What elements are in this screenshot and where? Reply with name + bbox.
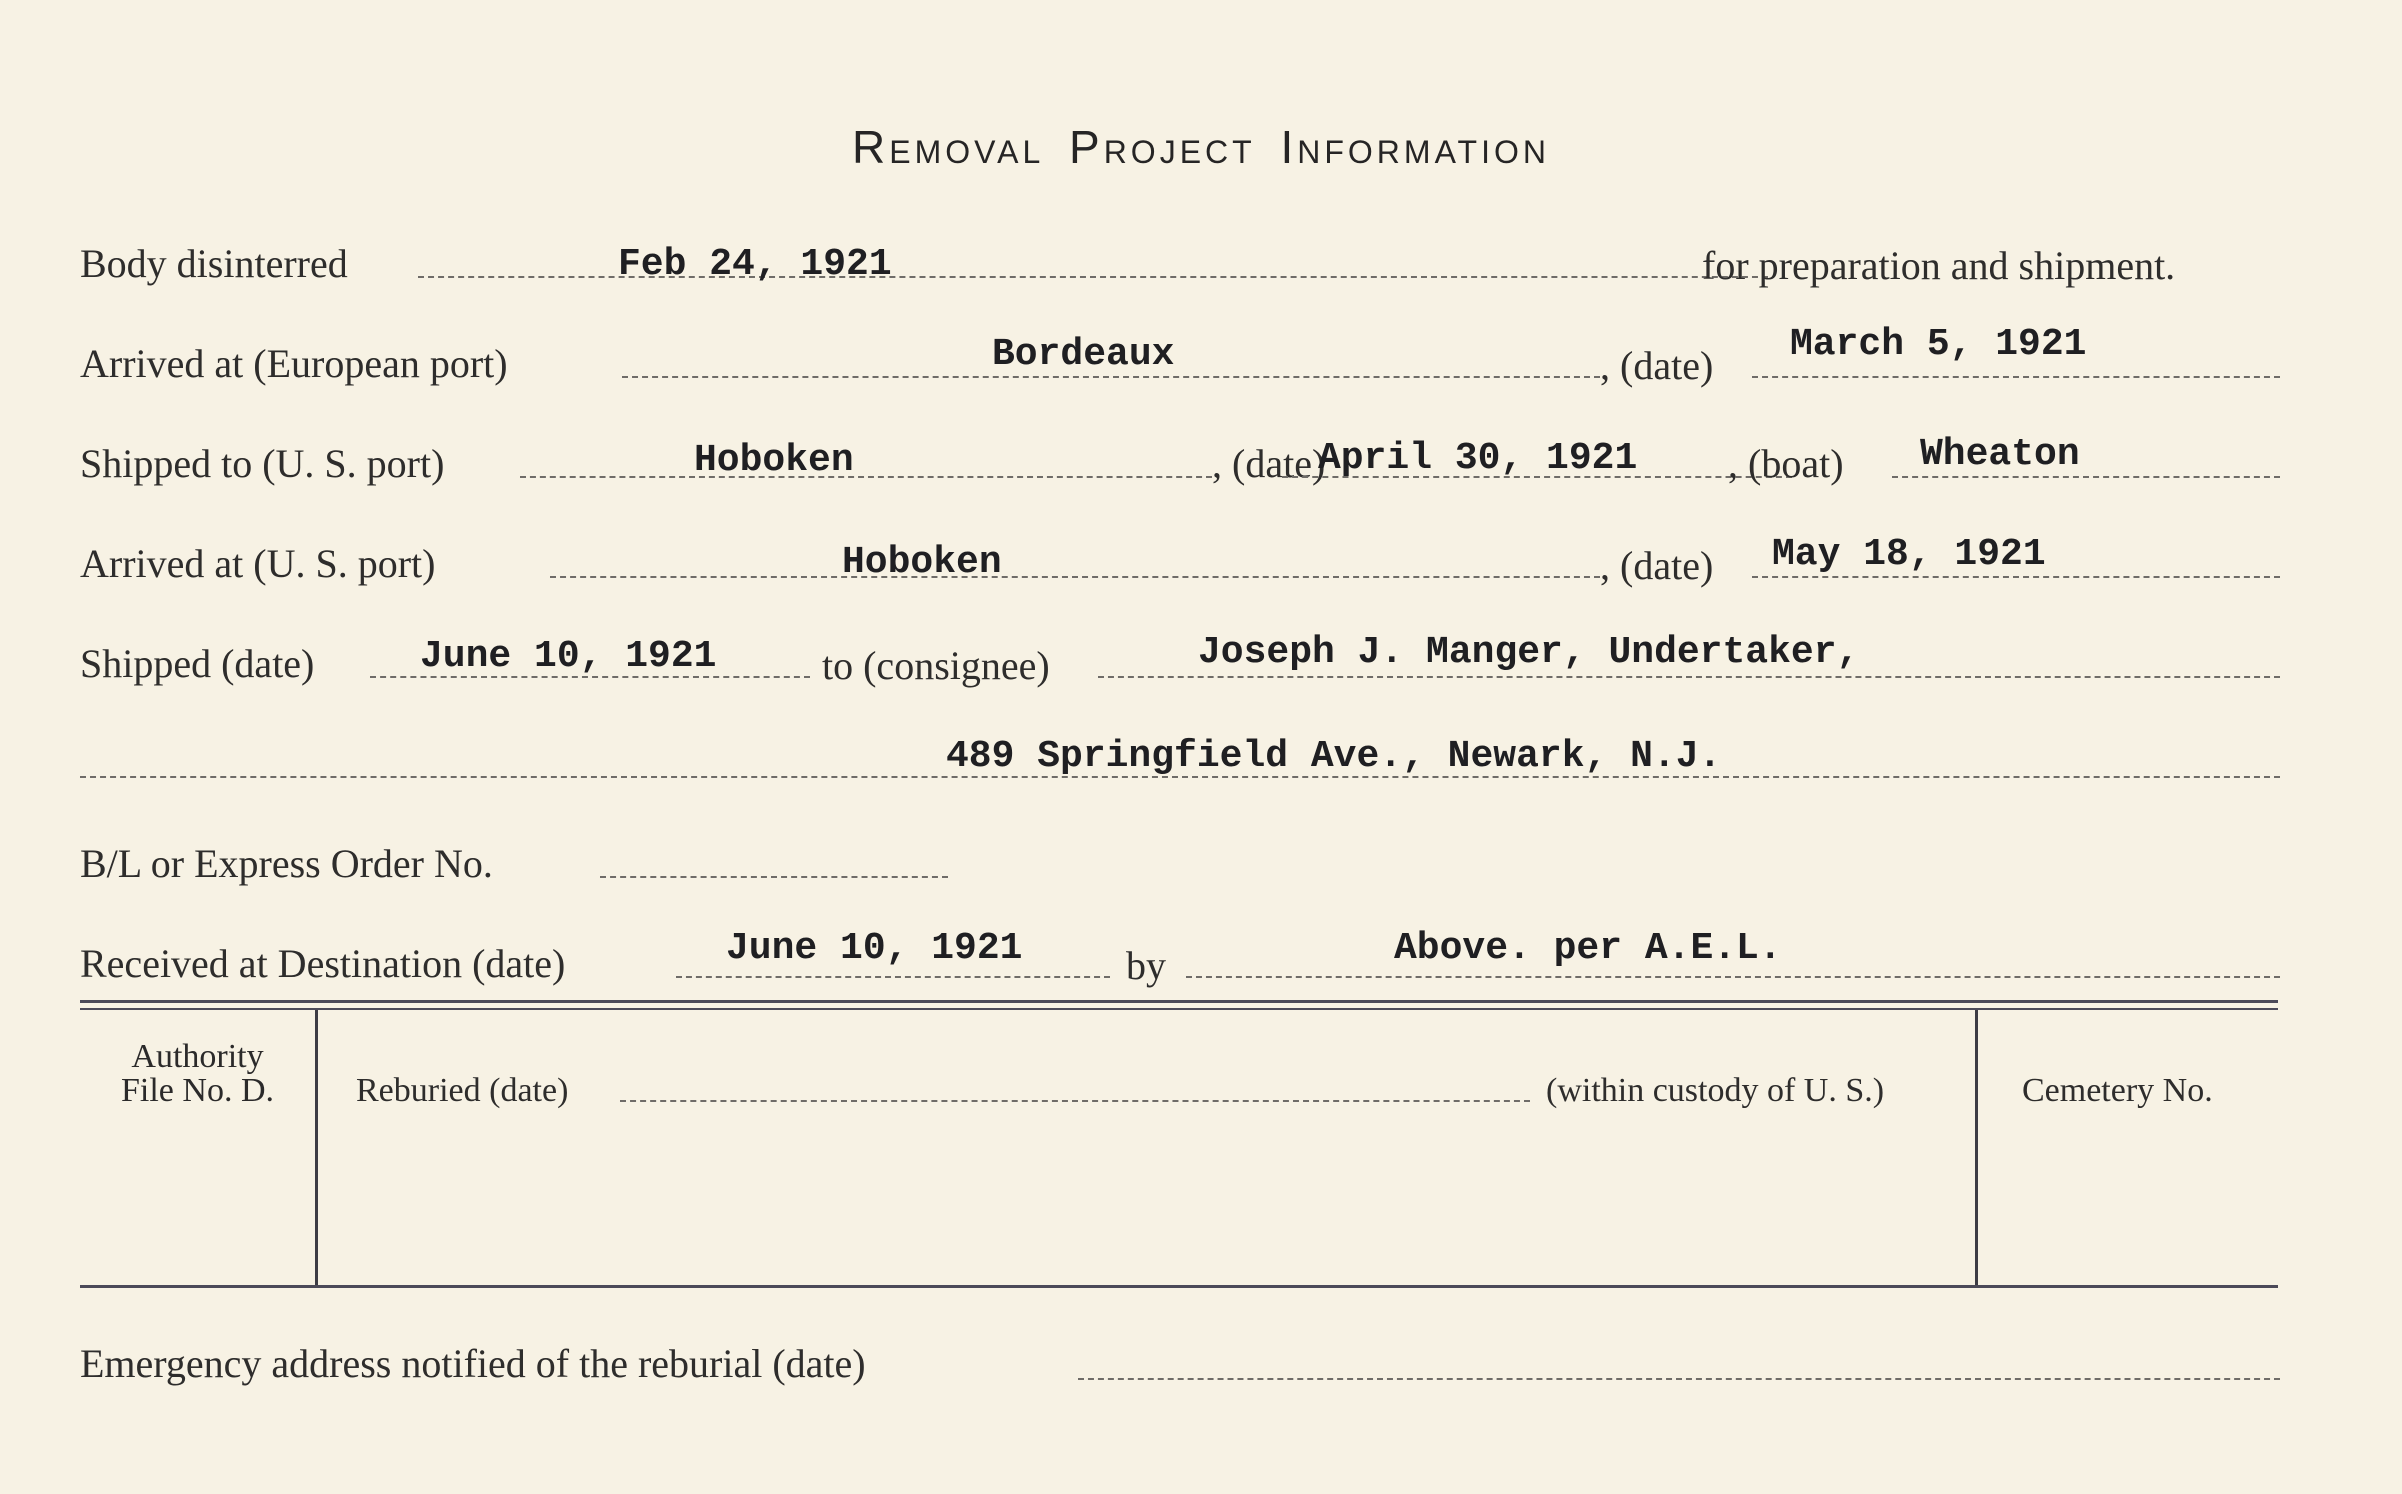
arrived-european-port-line xyxy=(622,376,1600,378)
shipped-us-date-label: , (date) xyxy=(1212,441,1326,486)
row-body-disinterred xyxy=(80,240,2280,310)
received-by-value: Above. per A.E.L. xyxy=(1394,927,1782,970)
consignee-address: 489 Springfield Ave., Newark, N.J. xyxy=(946,735,1722,778)
shipped-date: June 10, 1921 xyxy=(420,635,717,678)
arrived-european-date-line xyxy=(1752,376,2280,378)
shipped-us-port: Hoboken xyxy=(694,439,854,482)
shipped-us-boat: Wheaton xyxy=(1920,433,2080,476)
authority-label: Authority xyxy=(131,1038,264,1075)
custody-label: (within custody of U. S.) xyxy=(1546,1072,1885,1109)
row-shipped-us xyxy=(80,433,2280,510)
arrived-us-port-line xyxy=(550,576,1600,578)
page-title: Removal Project Information xyxy=(852,121,1550,173)
row-address xyxy=(80,735,2280,810)
received-by-label: by xyxy=(1126,943,1166,988)
shipped-us-label: Shipped to (U. S. port) xyxy=(80,441,445,486)
row-arrived-european xyxy=(80,323,2280,410)
received-date: June 10, 1921 xyxy=(726,927,1023,970)
arrived-european-port: Bordeaux xyxy=(992,333,1175,376)
arrived-european-date-label: , (date) xyxy=(1600,343,1714,388)
authority-cell xyxy=(80,1040,315,1108)
body-disinterred-value: Feb 24, 1921 xyxy=(618,243,892,286)
received-label: Received at Destination (date) xyxy=(80,941,566,986)
arrived-european-date: March 5, 1921 xyxy=(1790,323,2087,366)
cemetery-label: Cemetery No. xyxy=(2022,1072,2213,1109)
arrived-us-port: Hoboken xyxy=(842,541,1002,584)
table-bottom-rule xyxy=(80,1285,2278,1288)
reburied-line xyxy=(620,1100,1530,1102)
table-top-rule-1 xyxy=(80,1000,2278,1003)
bl-order-label: B/L or Express Order No. xyxy=(80,841,493,886)
row-shipped xyxy=(80,631,2280,710)
table-divider-left xyxy=(315,1010,318,1285)
arrived-us-label: Arrived at (U. S. port) xyxy=(80,541,436,586)
shipped-us-date: April 30, 1921 xyxy=(1318,437,1638,480)
received-by-line xyxy=(1186,976,2280,978)
reburied-label: Reburied (date) xyxy=(356,1072,569,1109)
row-arrived-us xyxy=(80,533,2280,610)
shipped-label: Shipped (date) xyxy=(80,641,315,686)
row-bl-order xyxy=(80,840,2280,910)
shipped-us-boat-label: , (boat) xyxy=(1728,441,1844,486)
body-disinterred-suffix: for preparation and shipment. xyxy=(1702,243,2176,288)
body-disinterred-label: Body disinterred xyxy=(80,241,348,286)
arrived-us-date: May 18, 1921 xyxy=(1772,533,2046,576)
emergency-line xyxy=(1078,1378,2280,1380)
consignee-line xyxy=(1098,676,2280,678)
shipped-us-port-line xyxy=(520,476,1212,478)
consignee-label: to (consignee) xyxy=(822,643,1050,688)
arrived-european-label: Arrived at (European port) xyxy=(80,341,508,386)
table-top-rule-2 xyxy=(80,1008,2278,1010)
file-no-label: File No. D. xyxy=(121,1072,274,1109)
emergency-label: Emergency address notified of the reburial (date) xyxy=(80,1341,866,1386)
arrived-us-date-label: , (date) xyxy=(1600,543,1714,588)
arrived-us-date-line xyxy=(1752,576,2280,578)
table-divider-right xyxy=(1975,1010,1978,1285)
received-date-line xyxy=(676,976,1110,978)
consignee-value: Joseph J. Manger, Undertaker, xyxy=(1198,631,1860,674)
row-emergency xyxy=(80,1340,2280,1410)
bl-order-line xyxy=(600,876,948,878)
shipped-us-boat-line xyxy=(1892,476,2280,478)
